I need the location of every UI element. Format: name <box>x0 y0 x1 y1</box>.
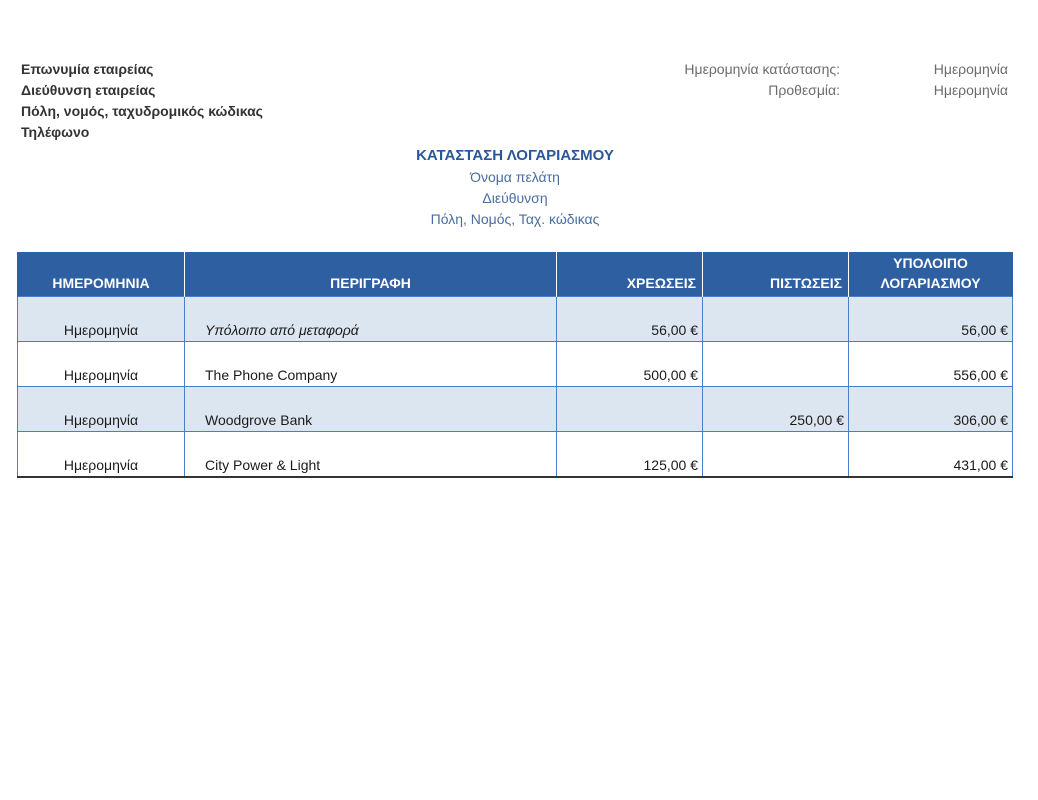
client-address: Διεύθυνση <box>482 190 548 206</box>
statement-date-label: Ημερομηνία κατάστασης: <box>684 61 840 77</box>
table-row <box>18 342 1013 387</box>
row-description[interactable]: City Power & Light <box>185 432 557 478</box>
statement-header <box>315 145 715 230</box>
row-balance[interactable]: 306,00 € <box>849 387 1013 432</box>
row-debit[interactable] <box>557 387 703 432</box>
table-row <box>18 297 1013 342</box>
client-name: Όνομα πελάτη <box>470 169 560 185</box>
table-row <box>18 387 1013 432</box>
row-debit[interactable]: 500,00 € <box>557 342 703 387</box>
statement-date-value: Ημερομηνία <box>933 61 1008 77</box>
row-debit[interactable]: 56,00 € <box>557 297 703 342</box>
client-city: Πόλη, Νομός, Ταχ. κώδικας <box>430 211 600 227</box>
row-balance[interactable]: 56,00 € <box>849 297 1013 342</box>
page-title: ΚΑΤΑΣΤΑΣΗ ΛΟΓΑΡΙΑΣΜΟΥ <box>416 147 614 164</box>
company-city: Πόλη, νομός, ταχυδρομικός κώδικας <box>21 103 263 119</box>
column-header-credits: ΠΙΣΤΩΣΕΙΣ <box>703 252 849 297</box>
company-address: Διεύθυνση εταιρείας <box>21 82 156 98</box>
due-date-row <box>600 80 1008 101</box>
company-info <box>21 59 263 143</box>
row-balance[interactable]: 556,00 € <box>849 342 1013 387</box>
row-date[interactable]: Ημερομηνία <box>18 297 185 342</box>
due-date-label: Προθεσμία: <box>768 82 840 98</box>
row-date[interactable]: Ημερομηνία <box>18 432 185 478</box>
statement-table <box>17 252 1013 478</box>
column-header-debits: ΧΡΕΩΣΕΙΣ <box>557 252 703 297</box>
column-header-date: ΗΜΕΡΟΜΗΝΙΑ <box>18 252 185 297</box>
row-credit[interactable] <box>703 432 849 478</box>
column-header-description: ΠΕΡΙΓΡΑΦΗ <box>185 252 557 297</box>
row-description[interactable]: The Phone Company <box>185 342 557 387</box>
row-balance[interactable]: 431,00 € <box>849 432 1013 478</box>
table-header-row <box>18 252 1013 297</box>
row-description[interactable]: Υπόλοιπο από μεταφορά <box>185 297 557 342</box>
statement-meta <box>600 59 1008 101</box>
row-debit[interactable]: 125,00 € <box>557 432 703 478</box>
row-credit[interactable] <box>703 297 849 342</box>
table-row <box>18 432 1013 478</box>
statement-date-row <box>600 59 1008 80</box>
row-date[interactable]: Ημερομηνία <box>18 342 185 387</box>
row-credit[interactable]: 250,00 € <box>703 387 849 432</box>
row-description[interactable]: Woodgrove Bank <box>185 387 557 432</box>
column-header-balance: ΥΠΟΛΟΙΠΟ ΛΟΓΑΡΙΑΣΜΟΥ <box>849 252 1013 297</box>
due-date-value: Ημερομηνία <box>933 82 1008 98</box>
row-credit[interactable] <box>703 342 849 387</box>
company-phone: Τηλέφωνο <box>21 124 90 140</box>
company-name: Επωνυμία εταιρείας <box>21 61 154 77</box>
row-date[interactable]: Ημερομηνία <box>18 387 185 432</box>
